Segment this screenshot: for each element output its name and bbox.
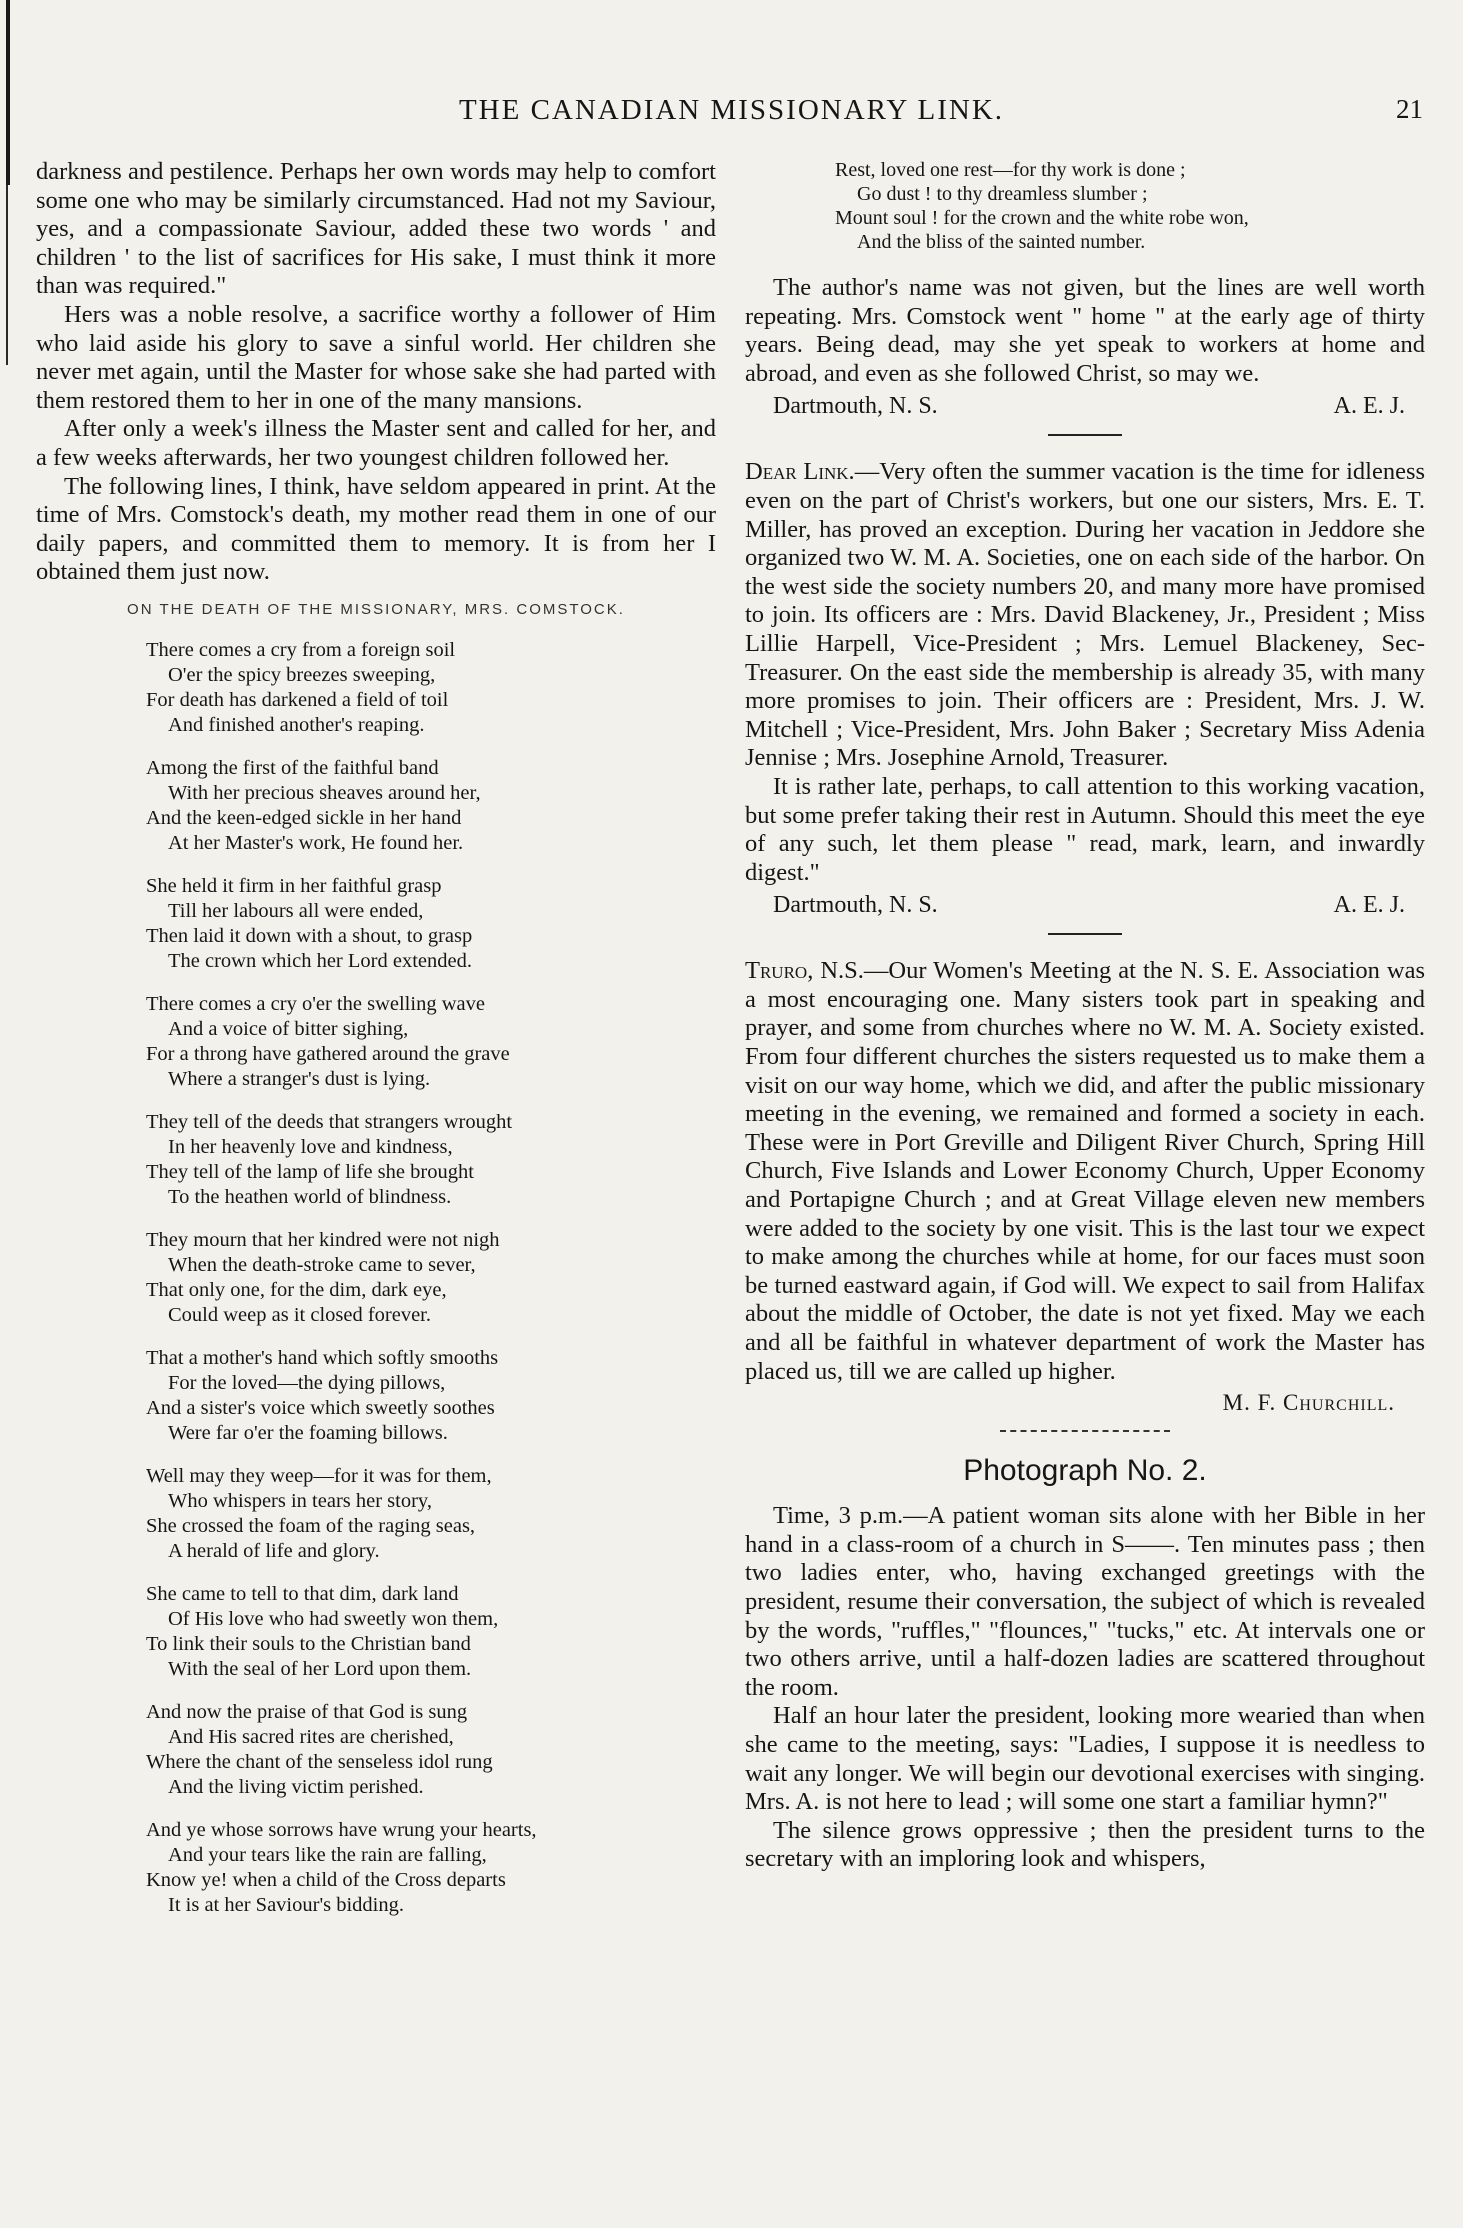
poem-line: Go dust ! to thy dreamless slumber ; <box>857 183 1148 205</box>
poem-stanza <box>146 874 716 974</box>
report-dateline: Truro, N.S. <box>745 957 864 985</box>
poem-stanza <box>146 992 716 1092</box>
poem-line: That a mother's hand which softly smooths <box>146 1346 499 1369</box>
report-paragraph <box>745 957 1425 1386</box>
paragraph: The following lines, I think, have seldom appeared in print. At the time of Mrs. Comstock's death, my mother read them in one of our daily papers, and committed them to memory. It is from her I obtained them just now. <box>36 472 716 586</box>
letter-body: —Very often the summer vacation is the time for idleness even on the part of Christ's workers, but one our sisters, Mrs. E. T. Miller, has proved an exception. During her vacation in Jeddore she organized two W. M. A. Societies, one on each side of the harbor. On the west side the society numbers 20, and many more have promised to join. Its officers are : Mrs. David Blackeney, Jr., President ; Miss Lillie Harpell, Vice-President ; Mrs. Lemuel Blackeney, Sec-Treasurer. On the east side the membership is already 35, with many more promises to join. Their officers are : President, Mrs. J. W. Mitchell ; Vice-President, Mrs. John Baker ; Secretary Miss Adenia Jennise ; Mrs. Josephine Arnold, Treasurer. <box>745 458 1426 772</box>
poem-line: Mount soul ! for the crown and the white robe won, <box>835 207 1249 229</box>
report-signature: M. F. Churchill. <box>1222 1390 1395 1416</box>
poem-line: It is at her Saviour's bidding. <box>168 1893 405 1916</box>
poem-final-stanza <box>835 158 1425 254</box>
poem-line: She held it firm in her faithful grasp <box>146 874 442 897</box>
page-edge-mark <box>6 0 10 185</box>
poem-stanza <box>146 1464 716 1564</box>
poem-line: There comes a cry from a foreign soil <box>146 638 456 661</box>
section-title: Photograph No. 2. <box>963 1454 1207 1488</box>
poem-line: Who whispers in tears her story, <box>168 1489 432 1512</box>
poem-line: They tell of the deeds that strangers wrought <box>146 1110 513 1133</box>
poem-line: With her precious sheaves around her, <box>168 781 481 804</box>
poem-line: There comes a cry o'er the swelling wave <box>146 992 485 1015</box>
paragraph: The author's name was not given, but the lines are well worth repeating. Mrs. Comstock went " home " at the early age of thirty years. Being dead, may she yet speak to workers at home and abroad, and even as she followed Christ, so may we. <box>745 274 1425 387</box>
poem-stanza <box>146 638 716 738</box>
poem-line: And His sacred rites are cherished, <box>168 1725 454 1748</box>
left-column <box>36 158 716 1936</box>
poem-line: Among the first of the faithful band <box>146 756 439 779</box>
poem-line: She came to tell to that dim, dark land <box>146 1582 459 1605</box>
poem-stanza <box>146 1228 716 1328</box>
page-number: 21 <box>1396 94 1423 124</box>
poem-line: O'er the spicy breezes sweeping, <box>168 663 436 686</box>
poem-line: At her Master's work, He found her. <box>168 831 464 854</box>
signature-initials: A. E. J. <box>1333 892 1405 919</box>
poem-line: And your tears like the rain are falling, <box>168 1843 487 1866</box>
poem-line: They tell of the lamp of life she brought <box>146 1160 474 1183</box>
poem-line: A herald of life and glory. <box>168 1539 380 1562</box>
poem-line: That only one, for the dim, dark eye, <box>146 1278 447 1301</box>
section-rule <box>1048 933 1122 935</box>
poem-line: And a sister's voice which sweetly soothes <box>146 1396 495 1419</box>
poem-line: With the seal of her Lord upon them. <box>168 1657 472 1680</box>
paragraph: The silence grows oppressive ; then the president turns to the secretary with an imploring look and whispers, <box>745 1816 1425 1873</box>
poem-line: They mourn that her kindred were not nigh <box>146 1228 500 1251</box>
poem-line: To the heathen world of blindness. <box>168 1185 452 1208</box>
paragraph: darkness and pestilence. Perhaps her own words may help to comfort some one who may be similarly circumstanced. Had not my Saviour, yes, and a compassionate Saviour, added these two words ' and children ' to the list of sacrifices for His sake, I must think it more than was required." <box>36 158 716 300</box>
poem-line: Know ye! when a child of the Cross departs <box>146 1868 506 1891</box>
poem-line: Then laid it down with a shout, to grasp <box>146 924 473 947</box>
poem-heading: ON THE DEATH OF THE MISSIONARY, MRS. COMSTOCK. <box>127 600 625 618</box>
poem-line: Of His love who had sweetly won them, <box>168 1607 499 1630</box>
poem-stanza <box>146 1818 716 1918</box>
poem-line: Could weep as it closed forever. <box>168 1303 432 1326</box>
signature-line <box>745 891 1425 919</box>
ornamental-rule <box>1000 1430 1170 1432</box>
poem-line: The crown which her Lord extended. <box>168 949 472 972</box>
poem-line: Well may they weep—for it was for them, <box>146 1464 492 1487</box>
signature-line <box>745 392 1425 420</box>
right-column <box>745 158 1425 1874</box>
poem-line: For death has darkened a field of toil <box>146 688 449 711</box>
page-edge-mark <box>6 185 8 365</box>
poem-line: And the bliss of the sainted number. <box>857 231 1146 253</box>
poem-line: And ye whose sorrows have wrung your hearts, <box>146 1818 537 1841</box>
poem-line: And now the praise of that God is sung <box>146 1700 468 1723</box>
poem-stanza <box>146 1110 716 1210</box>
poem-stanza <box>146 1582 716 1682</box>
poem-line: And the keen-edged sickle in her hand <box>146 806 462 829</box>
letter-paragraph <box>745 458 1425 773</box>
poem-stanza <box>146 1346 716 1446</box>
poem-line: And the living victim perished. <box>168 1775 424 1798</box>
poem-line: For the loved—the dying pillows, <box>168 1371 446 1394</box>
publication-title: THE CANADIAN MISSIONARY LINK. <box>458 94 1005 126</box>
signature-place: Dartmouth, N. S. <box>773 393 938 420</box>
poem-line: Till her labours all were ended, <box>168 899 424 922</box>
poem <box>146 638 716 1918</box>
paragraph: Hers was a noble resolve, a sacrifice worthy a follower of Him who laid aside his glory to save a sinful world. Her children she never met again, until the Master for whose sake she had parted with them restored them to her in one of the many mansions. <box>36 300 716 414</box>
signature-initials: A. E. J. <box>1333 393 1405 420</box>
signature-place: Dartmouth, N. S. <box>773 892 938 919</box>
paragraph: Half an hour later the president, looking more wearied than when she came to the meeting, says: "Ladies, I suppose it is needless to wait any longer. We will begin our devotional exercises with singing. Mrs. A. is not here to lead ; will some one start a familiar hymn?" <box>745 1702 1425 1816</box>
section-rule <box>1048 434 1122 436</box>
poem-line: To link their souls to the Christian band <box>146 1632 471 1655</box>
letter-salutation: Dear Link. <box>745 458 855 486</box>
poem-line: Were far o'er the foaming billows. <box>168 1421 448 1444</box>
running-header <box>40 94 1423 134</box>
poem-line: She crossed the foam of the raging seas, <box>146 1514 476 1537</box>
poem-line: Where a stranger's dust is lying. <box>168 1067 431 1090</box>
paragraph: It is rather late, perhaps, to call attention to this working vacation, but some prefer taking their rest in Autumn. Should this meet the eye of any such, let them please " read, mark, learn, and inwardly digest." <box>745 772 1425 886</box>
poem-line: And finished another's reaping. <box>168 713 425 736</box>
paragraph: Time, 3 p.m.—A patient woman sits alone with her Bible in her hand in a class-room of a church in S——. Ten minutes pass ; then two ladies enter, who, having exchanged greetings with the president, resume their conversation, the subject of which is revealed by the words, "ruffles," "flounces," "tucks," etc. At intervals one or two others arrive, until a half-dozen ladies are scattered throughout the room. <box>745 1502 1425 1701</box>
poem-stanza <box>146 756 716 856</box>
poem-line: And a voice of bitter sighing, <box>168 1017 409 1040</box>
poem-stanza <box>146 1700 716 1800</box>
poem-line: Where the chant of the senseless idol rung <box>146 1750 493 1773</box>
poem-line: For a throng have gathered around the grave <box>146 1042 510 1065</box>
poem-line: When the death-stroke came to sever, <box>168 1253 476 1276</box>
poem-line: Rest, loved one rest—for thy work is done ; <box>835 159 1186 181</box>
report-body: —Our Women's Meeting at the N. S. E. Association was a most encouraging one. Many sisters took part in speaking and prayer, and some from churches where no W. M. A. Society existed. From four different churches the sisters requested us to make them a visit on our way home, which we did, and after the public missionary meeting in the evening, we remained and formed a society in each. These were in Port Greville and Diligent River Church, Spring Hill Church, Five Islands and Lower Economy Church, Upper Economy and Portapigne Church ; and at Great Village eleven new members were added to the society by one visit. This is the last tour we expect to make among the churches while at home, for our faces must soon be turned eastward again, if God will. We expect to sail from Halifax about the middle of October, the date is not yet fixed. May we each and all be faithful in whatever department of work the Master has placed us, till we are called up higher. <box>745 957 1425 1385</box>
paragraph: After only a week's illness the Master sent and called for her, and a few weeks afterwards, her two youngest children followed her. <box>36 415 716 471</box>
poem-line: In her heavenly love and kindness, <box>168 1135 453 1158</box>
